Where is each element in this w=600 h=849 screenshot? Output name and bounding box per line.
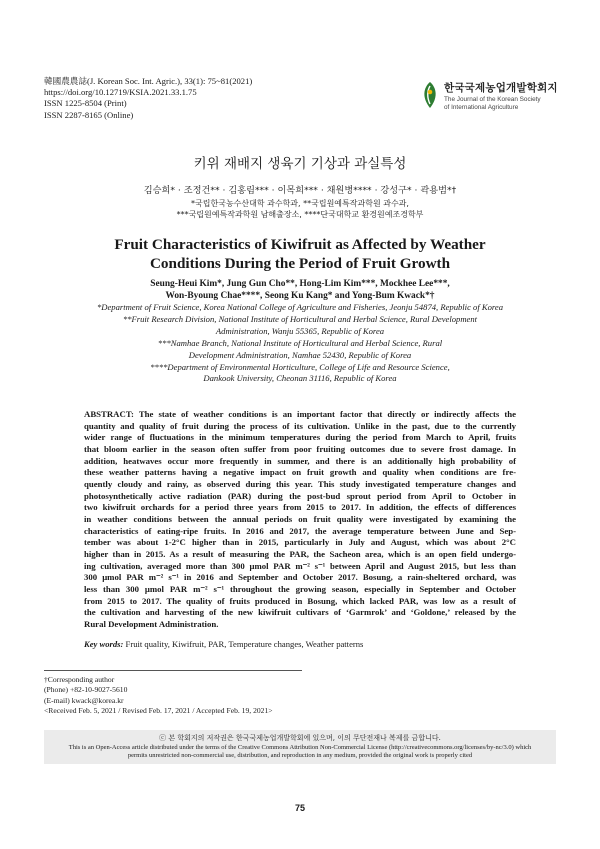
abstract-line: the cultivation and harvesting of the new kiwifruit cultivars of ‘Garmrok’ and ‘Goldone,’ released by the [84,607,516,618]
society-emblem-icon [418,80,442,110]
keywords-text: Fruit quality, Kiwifruit, PAR, Temperature changes, Weather patterns [125,639,364,649]
phone: (Phone) +82-10-9027-5610 [44,685,128,695]
abstract-line: tember was about 1-2°C higher than in 2015, particularly in July and August, which was about 2°C [84,537,516,548]
abstract-line: characteristics of eating-ripe fruits. In 2016 and 2017, the average temperature between June and Sep- [84,525,516,536]
abstract-line: these weather patterns having a negative impact on fruit growth and quality when conditions are fre- [84,467,516,478]
english-title: Fruit Characteristics of Kiwifruit as Affected by Weather Conditions During the Period of Fruit Growth [114,236,486,272]
keywords-label: Key words: [84,639,124,649]
abstract-line: from 2015 to 2017. The quality of fruits produced in Bosung, which lacked PAR, was low as a result of [84,595,516,606]
keywords [84,639,516,649]
abstract-line: 300 μmol PAR m⁻² s⁻¹ in 2016 and September and October 2017. Bosung, a rain-sheltered orchard, was [84,572,516,583]
abstract-line: wider range of fluctuations in the minimum temperatures during the period from March to April, fruits [84,432,516,443]
abstract-line: Rural Development Administration. [84,618,219,629]
issn-print: ISSN 1225-8504 (Print) [44,98,127,109]
korean-affiliations: *국립한국농수산대학 과수학과, **국립원예특작과학원 과수과, ***국립원예특작과학원 남해출장소, ****단국대학교 환경원예조경학부 [176,199,424,219]
license-box [44,730,556,764]
abstract-line: addition, heatwaves occur more frequently in summer, and there is an additionally high probability of [84,455,516,466]
journal-citation: 韓國農農誌(J. Korean Soc. Int. Agric.), 33(1): 75~81(2021) [44,76,253,86]
footnote-divider [44,670,302,671]
abstract-line: higher than in 2015. As a result of measuring the PAR, the Sacheon area, which is an open field undergo- [84,548,516,559]
english-authors: Seung-Heui Kim*, Jung Gun Cho**, Hong-Lim Kim***, Mockhee Lee***, Won-Byoung Chae****, Seong Ku Kang* and Yong-Bum Kwack*† [150,279,450,301]
abstract-line: ABSTRACT: The state of weather conditions is an important factor that directly or indirectly affects the [84,409,516,419]
abstract-line: less than 300 μmol PAR m⁻² s⁻¹ throughout the growing season, especially in September and October [84,583,516,594]
korean-authors: 김승희* · 조정건** · 김홍림*** · 이목희*** · 채원병**** · 강성구* · 곽용범*† [143,185,457,196]
page-number: 75 [294,803,305,813]
logo-korean-name: 한국국제농업개발학회지 [444,82,558,94]
license-text: This is an Open-Access article distributed under the terms of the Creative Commons Attribution Non-Commercial License (http://creativecommons.org/licenses/by-nc/3.0) which permits unrestricted non-commercial use, distribution, and reproduction in any medium, provided the original work is properly cited [68,744,532,760]
korean-title: 키위 재배지 생육기 기상과 과실특성 [193,156,407,172]
abstract [84,409,516,630]
footnote [44,675,273,717]
abstract-line: quently cloudy and rainy, as observed during this year. This study investigated temperature changes and [84,478,516,489]
copyright-notice: ⓒ 본 학회지의 저작권은 한국국제농업개발학회에 있으며, 이의 무단전재나 복제를 금합니다. [159,734,441,742]
abstract-line: two kiwifruit orchards for a period three years from 2015 to 2017. In addition, the effects of differences [84,502,516,513]
corresponding-author: †Corresponding author [44,675,115,684]
email[interactable]: (E-mail) kwack@korea.kr [44,695,124,705]
doi-link[interactable]: https://doi.org/10.12719/KSIA.2021.33.1.75 [44,87,197,98]
logo-english-name: The Journal of the Korean Society of International Agriculture [444,96,541,111]
abstract-line: that bloom earlier in the season often suffer from poor fruiting outcomes due to severe frost damage. In [84,443,516,454]
abstract-line: photosynthetically active radiation (PAR) during the post-bud sprout period from April to October in [84,490,516,501]
english-affiliations: *Department of Fruit Science, Korea National College of Agriculture and Fisheries, Jeonju 54874, Republic of Korea **Fruit Research Division, National Institute of Horticultural and Herbal Science, Rural Development Administration, Wanju 55365, Republic of Korea ***Namhae Branch, National Institute of Horticultural and Herbal Science, Rural Development Administration, Namhae 52430, Republic of Korea ****Department of Environmental Horticulture, College of Life and Resource Science, Dankook University, Cheonan 31116, Republic of Korea [96,302,504,384]
received-dates: <Received Feb. 5, 2021 / Revised Feb. 17, 2021 / Accepted Feb. 19, 2021> [44,706,273,716]
issn-online: ISSN 2287-8165 (Online) [44,109,134,120]
journal-header [44,76,252,121]
abstract-line: quantity and quality of fruit during the process of its cultivation. Unlike in the past, due to the currently [84,420,516,431]
abstract-line: ing cultivation, averaged more than 300 μmol PAR m⁻² s⁻¹ between April and August 2015, but less than [84,560,516,571]
abstract-line: in weather conditions between the annual periods on fruit quality were investigated by examining the [84,513,516,524]
society-logo [418,78,578,116]
